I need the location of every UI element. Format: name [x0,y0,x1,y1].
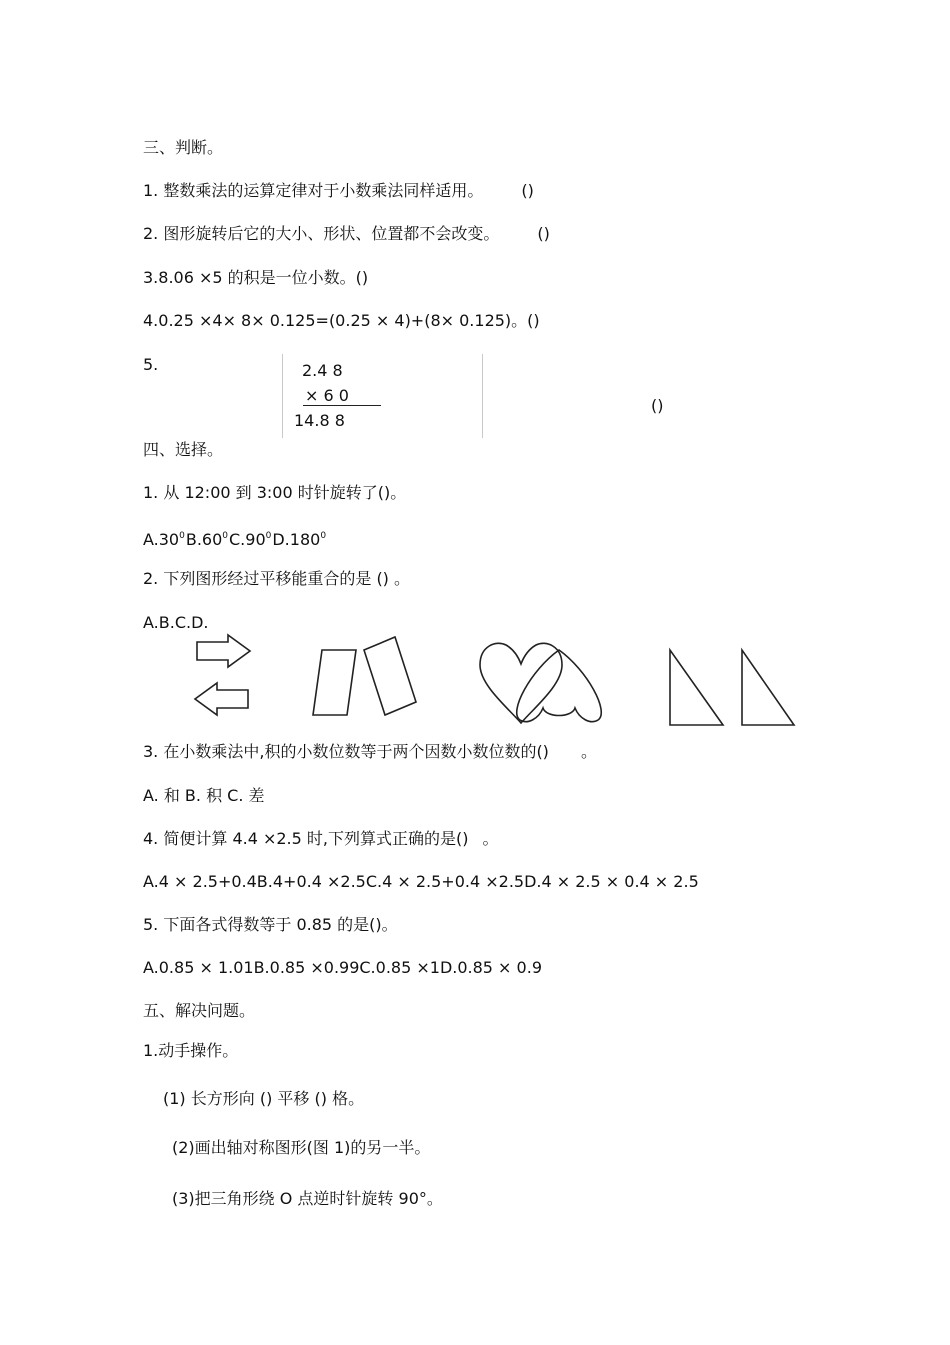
vertical-multiplication [282,354,483,438]
judge-q2-paren: () [537,224,550,243]
heart-right-icon [517,650,602,722]
solve-q1-sub2: (2)画出轴对称图形(图 1)的另一半。 [172,1138,431,1157]
judge-q2-text: 2. 图形旋转后它的大小、形状、位置都不会改变。 [143,224,500,243]
choice-q4-text: 4. 简便计算 4.4 ×2.5 时,下列算式正确的是() [143,829,469,848]
calc-row-3: 14.8 8 [294,411,345,430]
choice-q3-end: 。 [580,742,597,761]
choice-q4-options: A.4 × 2.5+0.4B.4+0.4 ×2.5C.4 × 2.5+0.4 ×2.5D.4 × 2.5 × 0.4 × 2.5 [143,872,699,891]
section4-title: 四、选择。 [143,440,224,459]
solve-q1: 1.动手操作。 [143,1041,239,1060]
judge-q3: 3.8.06 ×5 的积是一位小数。() [143,268,369,287]
choice-q1-options [143,526,327,550]
degree-mark: 0 [179,531,185,541]
choice-q1: 1. 从 12:00 到 3:00 时针旋转了()。 [143,483,407,502]
choice-q3-text: 3. 在小数乘法中,积的小数位数等于两个因数小数位数的() [143,742,549,761]
judge-q1-paren: () [521,181,534,200]
figure-options-group [190,630,810,730]
judge-q4: 4.0.25 ×4× 8× 0.125=(0.25 × 4)+(8× 0.125)。() [143,311,540,330]
option-a: A.30 [143,530,180,549]
option-c: C.90 [229,530,266,549]
degree-mark: 0 [320,531,327,541]
judge-q1 [143,181,534,201]
choice-q3 [143,742,597,762]
choice-q4-end: 。 [482,829,499,848]
degree-mark: 0 [265,531,272,541]
section3-title: 三、判断。 [143,138,224,157]
judge-q5-number: 5. [143,355,159,374]
parallelogram-left-icon [313,650,356,715]
section5-title: 五、解决问题。 [143,1001,256,1020]
choice-q5-options: A.0.85 × 1.01B.0.85 ×0.99C.0.85 ×1D.0.85 × 0.9 [143,958,542,977]
calc-row-1: 2.4 8 [302,361,343,380]
choice-q4 [143,829,499,849]
solve-q1-sub1: (1) 长方形向 () 平移 () 格。 [163,1089,365,1108]
heart-left-icon [480,643,562,723]
triangle-right-icon [742,650,794,725]
judge-q2 [143,224,550,244]
option-b: B.60 [185,530,223,549]
choice-q2: 2. 下列图形经过平移能重合的是 () 。 [143,569,411,588]
choice-q5: 5. 下面各式得数等于 0.85 的是()。 [143,915,398,934]
parallelogram-right-icon [364,637,416,715]
choice-q3-options: A. 和 B. 积 C. 差 [143,786,265,805]
right-arrow-icon [197,635,250,667]
triangle-left-icon [670,650,723,725]
option-d: D.180 [272,530,321,549]
degree-mark: 0 [222,531,228,541]
left-arrow-icon [195,683,248,715]
calc-row-2: × 6 0 [305,386,349,405]
solve-q1-sub3: (3)把三角形绕 O 点逆时针旋转 90°。 [172,1189,443,1208]
choice-q2-options: A.B.C.D. [143,613,209,632]
judge-q5-paren: () [651,396,664,415]
judge-q1-text: 1. 整数乘法的运算定律对于小数乘法同样适用。 [143,181,484,200]
calc-underline [303,405,381,406]
